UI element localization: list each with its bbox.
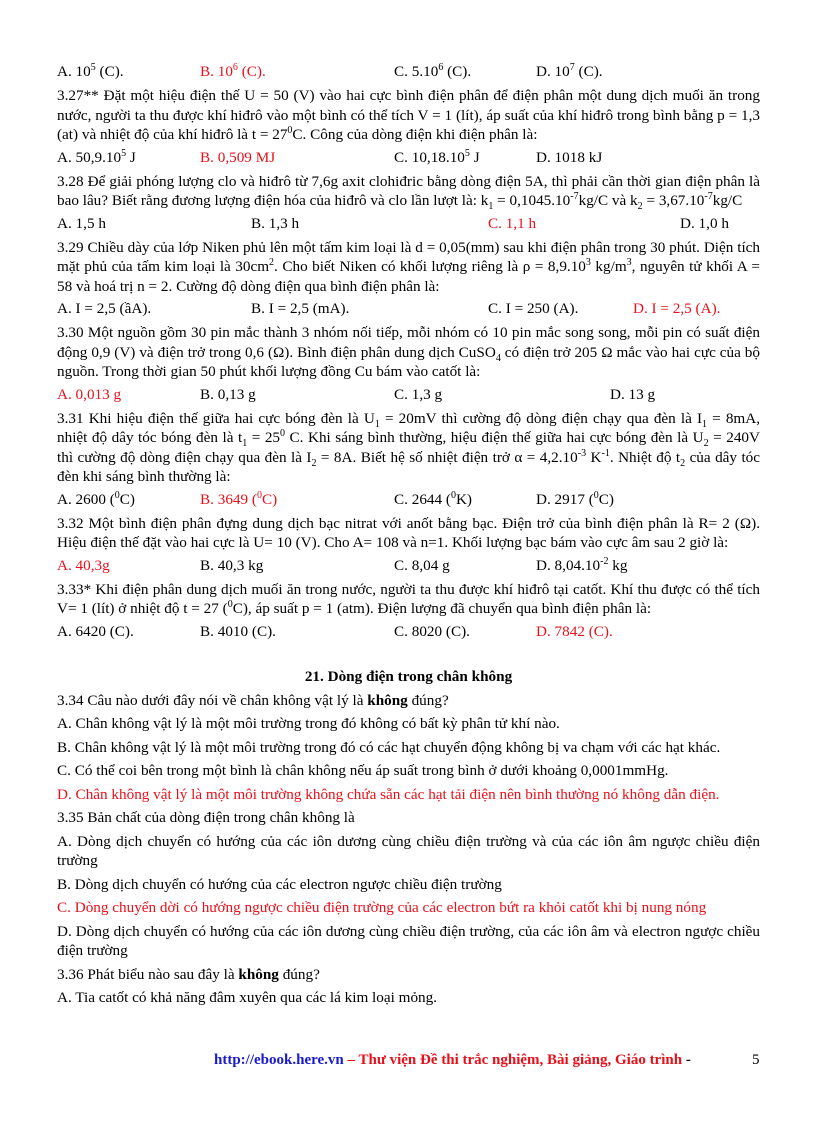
option-a: A. Tia catốt có khả năng đâm xuyên qua các lá kim loại mỏng.: [57, 989, 438, 1006]
option-b: B. Chân không vật lý là một môi trường trong đó có các hạt chuyển động không bị va chạm với các hạt khác.: [57, 738, 721, 756]
footer-link[interactable]: http://ebook.here.vn – Thư viện Đề thi trắc nghiệm, Bài giảng, Giáo trình -: [214, 1052, 691, 1068]
option-c: C. 8,04 g: [394, 556, 450, 574]
option-b: B. 0,509 MJ: [200, 148, 276, 166]
option-a: A. $10^5$ (C).: [57, 61, 124, 80]
option-c: C. 10,18.10$^5$ J: [394, 147, 480, 166]
option-c: C. Dòng chuyển dời có hướng ngược chiều điện trường của các electron bứt ra khỏi catốt khi bị nung nóng: [57, 899, 707, 916]
answer-options: [57, 622, 760, 642]
option-c: C. Có thể coi bên trong một bình là chân không nếu áp suất trong bình ở dưới khoảng 0,0001mmHg.: [57, 762, 669, 779]
answer-options: [57, 214, 760, 234]
option-d: D. $8,04.10^{-2}$ kg: [536, 555, 628, 574]
answer-options: [57, 299, 760, 319]
option-c: C. 8020 (C).: [394, 622, 470, 640]
option-c: C. I = 250 (A).: [488, 300, 579, 317]
option-a: A. 0,013 g: [57, 385, 122, 403]
question-3-35: 3.35 Bản chất của dòng điện trong chân không là: [57, 809, 355, 826]
answer-options: [57, 148, 760, 168]
option-d: D. 7842 (C).: [536, 622, 613, 640]
answer-options: [57, 385, 760, 405]
option-a: A. 6420 (C).: [57, 622, 134, 640]
option-d: D. $10^7$ (C).: [536, 61, 603, 80]
question-3-33: 3.33* Khi điện phân dung dịch muối ăn trong nước, người ta thu được khí hiđrô tại catốt. Khí thu được có thể tích V= 1 (lít) ở nhiệt độ t = 27 ($^0$C), áp suất p = 1 (atm). Điện lượng đã chuyển qua bình điện phân là:: [57, 580, 760, 617]
option-b: B. I = 2,5 (mA).: [251, 300, 350, 317]
option-a: A. Chân không vật lý là một môi trường trong đó không có bất kỳ phân tử khí nào.: [57, 715, 560, 732]
page-content: [57, 62, 760, 1008]
option-a: A. 1,5 h: [57, 214, 106, 232]
option-b: B. 4010 (C).: [200, 622, 276, 640]
option-a: A. I = 2,5 (ầA).: [57, 300, 152, 317]
option-c: C. 5.10$^6$ (C).: [394, 61, 472, 80]
question-3-29: 3.29 Chiều dày của lớp Niken phủ lên một tấm kim loại là d = 0,05(mm) sau khi điện phân trong 30 phút. Diện tích mặt phủ của tấm kim loại là $30cm^2$. Cho biết Niken có khối lượng riêng là $\rho = 8,9.10^3$ $kg/m^3$, nguyên tử khối A = 58 và hoá trị n = 2. Cường độ dòng điện qua bình điện phân là:: [57, 238, 760, 295]
answer-options: [57, 490, 760, 510]
section-title: 21. Dòng điện trong chân không: [304, 667, 513, 685]
option-a: A. 40,3g: [57, 556, 110, 574]
option-b: B. 3649 ($^0$C): [200, 489, 278, 508]
option-a: A. Dòng dịch chuyển có hướng của các iôn dương cùng chiều điện trường và của các iôn âm ngược chiều điện trường: [57, 832, 760, 869]
page-number: 5: [752, 1052, 760, 1068]
option-d: D. 1018 kJ: [536, 148, 603, 166]
option-c: C. 1,1 h: [488, 214, 537, 232]
option-d: D. Dòng dịch chuyển có hướng của các iôn dương cùng chiều điện trường, của các iôn âm và electron ngược chiều điện trường: [57, 922, 760, 959]
option-a: A. 2600 ($^0$C): [57, 489, 135, 508]
question-3-32: 3.32 Một bình điện phân đựng dung dịch bạc nitrat với anốt bằng bạc. Điện trở của bình điện phân là R= 2 (Ω). Hiệu điện thế đặt vào hai cực là U= 10 (V). Cho A= 108 và n=1. Khối lượng bạc bám vào cực âm sau 2 giờ là:: [57, 514, 760, 551]
option-d: D. Chân không vật lý là một môi trường không chứa sẵn các hạt tải điện nên bình thường nó không dẫn điện.: [57, 785, 720, 803]
option-b: B. Dòng dịch chuyển có hướng của các electron ngược chiều điện trường: [57, 875, 502, 893]
option-b: B. 40,3 kg: [200, 556, 264, 574]
option-b: B. 1,3 h: [251, 214, 300, 232]
option-a: A. 50,9.10$^5$ J: [57, 147, 136, 166]
question-3-28: 3.28 Để giải phóng lượng clo và hiđrô từ 7,6g axit clohiđric bằng dòng điện 5A, thì phải cần thời gian điện phân là bao lâu? Biết rằng đương lượng điện hóa của hiđrô và clo lần lượt là: $k_1 = 0,1045.10^{-7}kg/C$ và $k_2 = 3,67.10^{-7}kg/C$: [57, 172, 760, 213]
option-b: B. $10^6$ (C).: [200, 61, 266, 80]
question-3-34: 3.34 Câu nào dưới đây nói về chân không vật lý là không đúng?: [57, 691, 449, 709]
option-c: C. 1,3 g: [394, 385, 443, 403]
question-3-36: 3.36 Phát biểu nào sau đây là không đúng?: [57, 965, 320, 983]
option-d: D. 13 g: [610, 385, 656, 403]
option-d: D. I = 2,5 (A).: [633, 300, 721, 317]
option-b: B. 0,13 g: [200, 385, 256, 403]
question-3-27: 3.27** Đặt một hiệu điện thế U = 50 (V) vào hai cực bình điện phân để điện phân một dung dịch muối ăn trong nước, người ta thu được khí hiđrô vào một bình có thể tích V = 1 (lít), áp suất của khí hiđrô trong bình bằng p = 1,3 (at) và nhiệt độ của khí hiđrô là $t = 27^0C$. Công của dòng điện khi điện phân là:: [57, 87, 760, 143]
option-d: D. 2917 ($^0$C): [536, 489, 614, 508]
option-c: C. 2644 ($^0$K): [394, 489, 472, 508]
answer-options: [57, 556, 760, 576]
answer-options: [57, 62, 760, 82]
question-3-31: 3.31 Khi hiệu điện thế giữa hai cực bóng đèn là $U_1 = 20mV$ thì cường độ dòng điện chạy qua đèn là $I_1 = 8mA$, nhiệt độ dây tóc bóng đèn là $t_1 = 25^0$ C. Khi sáng bình thường, hiệu điện thế giữa hai cực bóng đèn là $U_2 = 240V$ thì cường độ dòng điện chạy qua đèn là $I_2 = 8A$. Biết hệ số nhiệt điện trở $\alpha = 4,2.10^{-3}$ $K^{-1}$. Nhiệt độ $t_2$ của dây tóc đèn khi sáng bình thường là:: [57, 409, 761, 485]
option-d: D. 1,0 h: [680, 214, 729, 232]
question-3-30: 3.30 Một nguồn gồm 30 pin mắc thành 3 nhóm nối tiếp, mỗi nhóm có 10 pin mắc song song, mỗi pin có suất điện động 0,9 (V) và điện trở trong 0,6 (Ω). Bình điện phân dung dịch CuSO$_4$ có điện trở 205 Ω mắc vào hai cực của bộ nguồn. Trong thời gian 50 phút khối lượng đồng Cu bám vào catốt là:: [57, 324, 760, 380]
